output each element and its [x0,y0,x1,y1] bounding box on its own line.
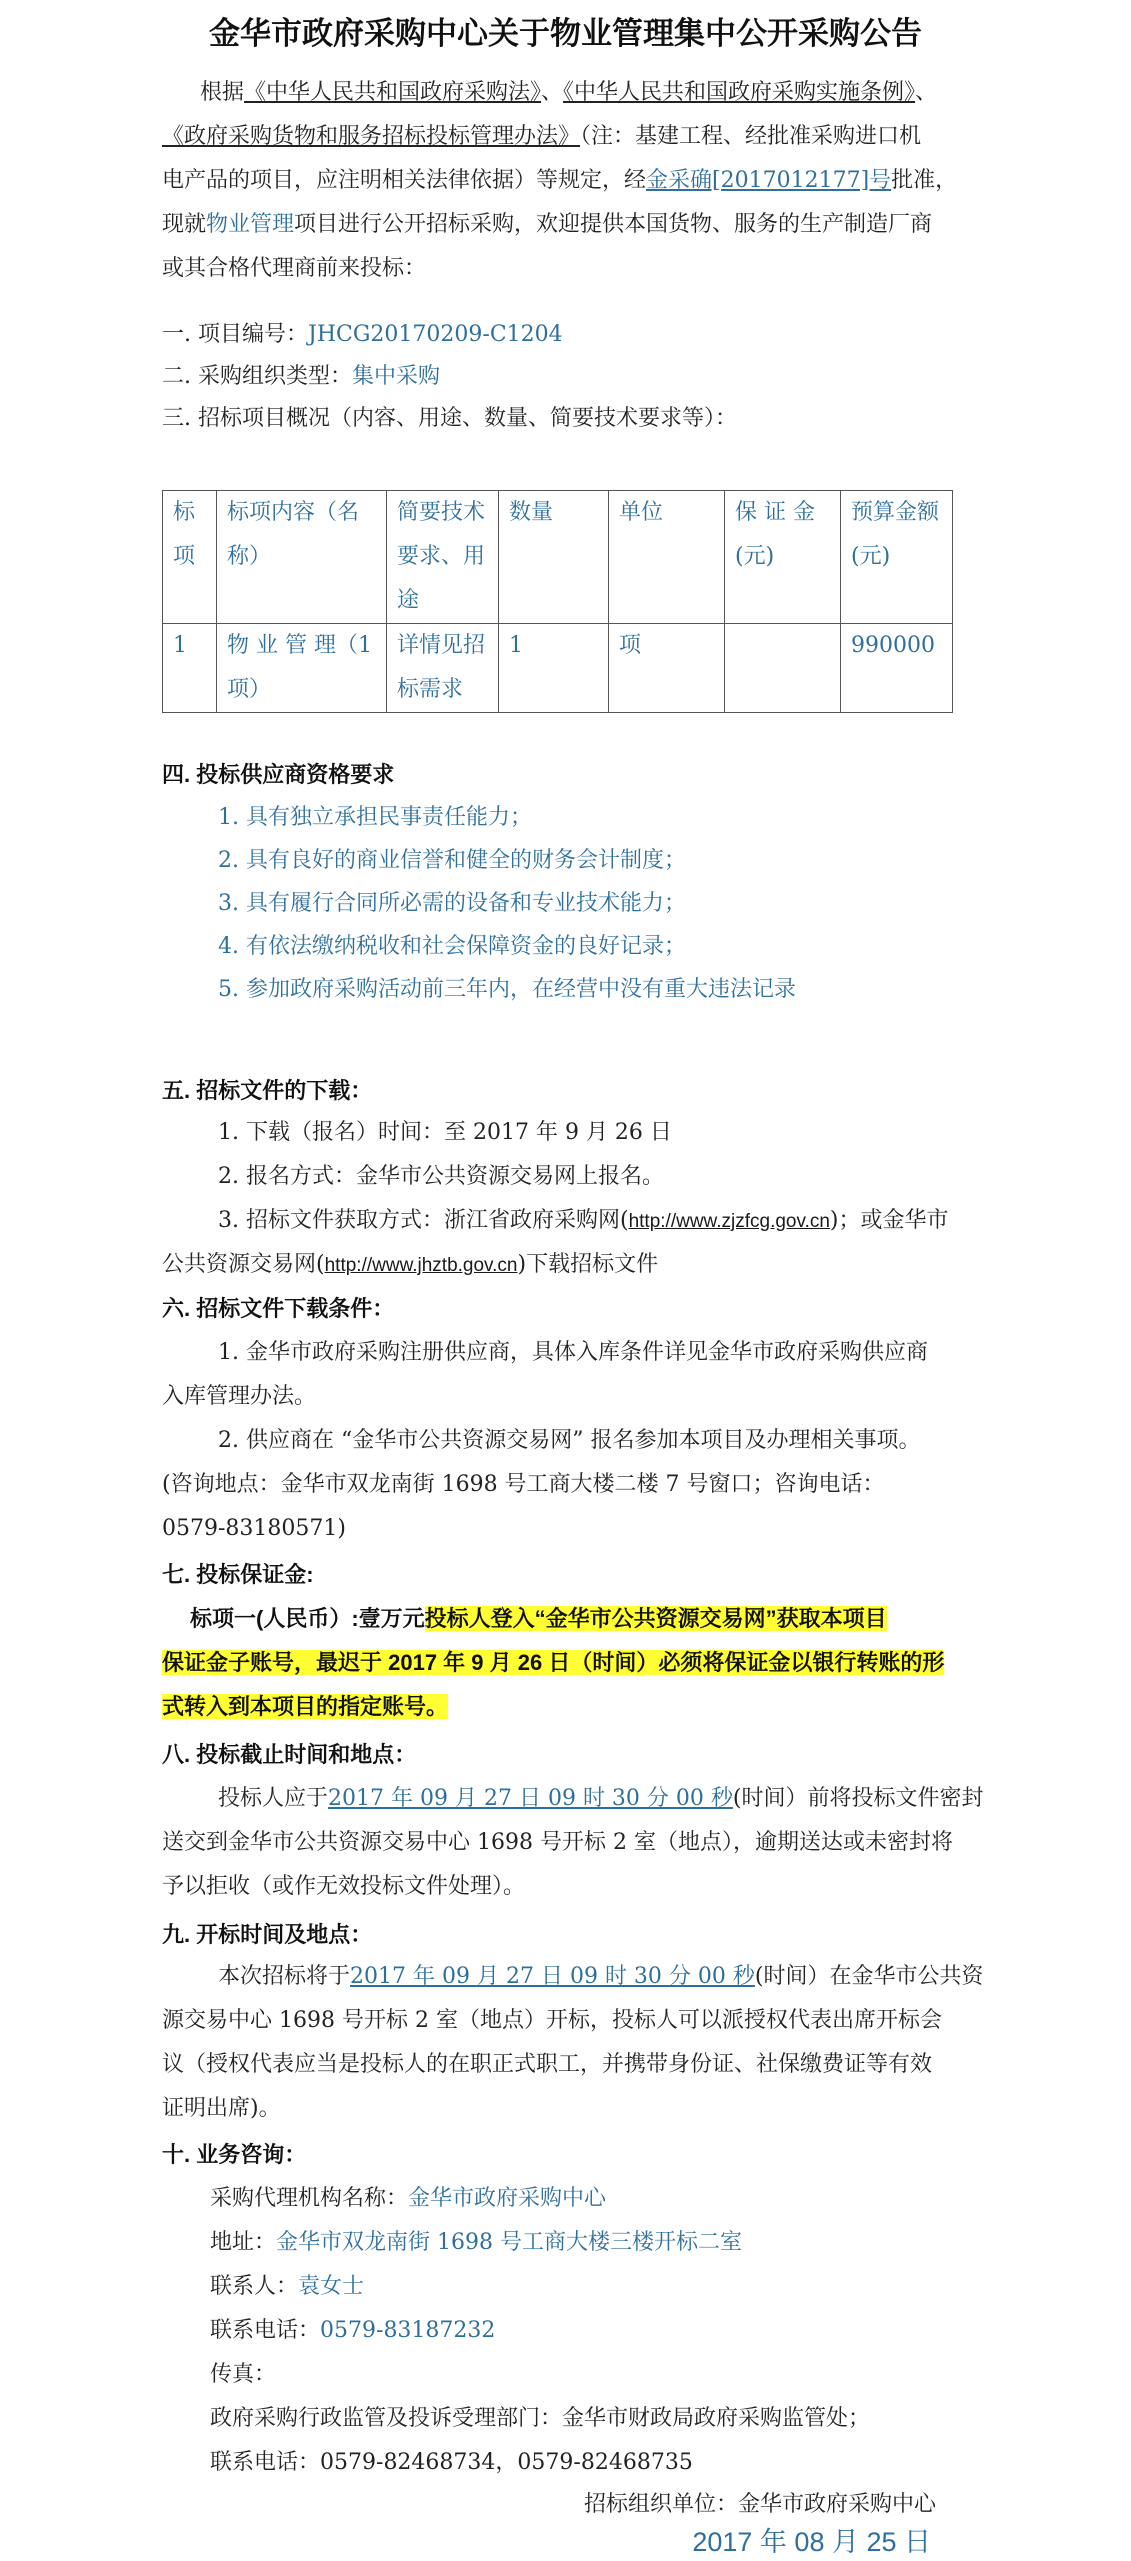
intro-line-4 [162,210,932,240]
signature-line [584,2490,936,2520]
intro-text: 电产品的项目，应注明相关法律依据）等规定，经 [162,168,647,193]
phone-line [210,2316,495,2346]
jhztb-link[interactable]: http://www.jhztb.gov.cn [324,1255,518,1276]
deadline-time: 2017 年 09 月 27 日 09 时 30 分 00 秒 [328,1786,733,1811]
section-7-label: 七. 投标保证金: [162,1562,314,1587]
deadline-line-3: 予以拒收（或作无效投标文件处理）。 [162,1874,526,1899]
section-6-label: 六. 招标文件下载条件： [162,1296,395,1321]
supervision-phone: 0579-82468734，0579-82468735 [320,2450,693,2475]
supervision-label: 政府采购行政监管及投诉受理部门： [210,2406,563,2431]
file-access-text: )；或金华市 [829,1208,949,1233]
deadline-line-2: 送交到金华市公共资源交易中心 1698 号开标 2 室（地点），逾期送达或未密封将 [162,1830,953,1855]
page-title: 金华市政府采购中心关于物业管理集中公开采购公告 [209,16,922,51]
intro-text: 根据 [200,80,245,105]
intro-line-1 [200,78,937,108]
table-cell: 990000 [841,624,953,713]
file-access-line-2 [162,1250,658,1281]
intro-text: 批准， [891,168,958,193]
contact-line [210,2272,364,2302]
deposit-line-2 [162,1648,944,1679]
qualification-item: 2. 具有良好的商业信誉和健全的财务会计制度； [218,848,686,873]
intro-text: 现就 [162,212,207,237]
signup-method: 2. 报名方式：金华市公共资源交易网上报名。 [218,1164,664,1189]
approval-number[interactable]: 金采确[2017012177]号 [646,168,892,193]
download-condition-line: (咨询地点：金华市双龙南街 1698 号工商大楼二楼 7 号窗口；咨询电话： [162,1472,885,1497]
download-condition-line: 2. 供应商在 “金华市公共资源交易网” 报名参加本项目及办理相关事项。 [218,1428,921,1453]
deposit-highlight: 投标人登入“金华市公共资源交易网”获取本项目 [424,1606,887,1631]
download-condition-line: 入库管理办法。 [162,1384,317,1409]
table-cell [725,624,841,713]
table-header-row [163,491,953,624]
table-cell: 项 [609,624,725,713]
items-table [162,490,953,713]
qualification-item: 4. 有依法缴纳税收和社会保障资金的良好记录； [218,934,686,959]
phone-label: 联系电话： [210,2318,321,2343]
fax-line: 传真： [210,2362,277,2387]
supervision-phone-label: 联系电话： [210,2450,321,2475]
table-header-cell: 简要技术 要求、用 途 [387,491,499,624]
table-header-cell: 单位 [609,491,725,624]
table-cell: 详情见招 标需求 [387,624,499,713]
deadline-line-1 [218,1784,984,1814]
deposit-line-3 [162,1692,448,1723]
procurement-type: 集中采购 [352,364,441,389]
project-number: JHCG20170209-C1204 [308,322,563,347]
address-label: 地址： [210,2230,277,2255]
qualification-item: 1. 具有独立承担民事责任能力； [218,805,532,830]
agency-line [210,2184,606,2214]
deposit-highlight: 式转入到本项目的指定账号。 [162,1694,449,1719]
table-row [163,624,953,713]
deposit-line-1 [190,1604,887,1635]
intro-line-5: 或其合格代理商前来投标： [162,256,427,281]
deposit-amount: 标项一(人民币）:壹万元 [190,1606,425,1631]
section-2 [162,362,440,392]
law-link-regulation[interactable]: 《中华人民共和国政府采购实施条例》 [563,80,916,105]
supervision-dept: 金华市财政局政府采购监管处； [562,2406,871,2431]
download-time: 1. 下载（报名）时间：至 2017 年 9 月 26 日 [218,1120,672,1145]
download-condition-line: 1. 金华市政府采购注册供应商，具体入库条件详见金华市政府采购供应商 [218,1340,928,1365]
table-header-cell: 数量 [499,491,609,624]
supervision-phone-line [210,2448,693,2478]
file-access-text: 3. 招标文件获取方式：浙江省政府采购网( [218,1208,629,1233]
intro-text: 项目进行公开招标采购，欢迎提供本国货物、服务的生产制造厂商 [294,212,933,237]
section-1 [162,320,563,350]
deadline-text: (时间）前将投标文件密封 [732,1786,984,1811]
opening-line-2: 源交易中心 1698 号开标 2 室（地点）开标，投标人可以派授权代表出席开标会 [162,2008,942,2033]
section-10-label: 十. 业务咨询： [162,2142,307,2167]
contact-person: 袁女士 [298,2274,365,2299]
consult-phone: 0579-83180571) [162,1516,346,1541]
table-header-cell: 保 证 金 (元) [725,491,841,624]
intro-line-3 [162,166,957,196]
table-header-cell: 预算金额 (元) [841,491,953,624]
opening-text: (时间）在金华市公共资 [754,1964,984,1989]
deposit-highlight: 保证金子账号，最迟于 2017 年 9 月 26 日（时间）必须将保证金以银行转账的形 [162,1650,945,1675]
law-link-procurement[interactable]: 《中华人民共和国政府采购法》 [244,80,542,105]
agency-label: 采购代理机构名称： [210,2186,409,2211]
section-5-label: 五. 招标文件的下载： [162,1078,373,1103]
file-access-line [218,1206,949,1237]
address-value: 金华市双龙南街 1698 号工商大楼三楼开标二室 [276,2230,742,2255]
deadline-text: 投标人应于 [218,1786,329,1811]
section-4-label: 四. 投标供应商资格要求 [162,762,395,787]
zjzfcg-link[interactable]: http://www.zjzfcg.gov.cn [628,1211,830,1232]
supervision-line [210,2404,870,2434]
opening-time: 2017 年 09 月 27 日 09 时 30 分 00 秒 [350,1964,755,1989]
qualification-item: 5. 参加政府采购活动前三年内，在经营中没有重大违法记录 [218,977,796,1002]
intro-text: 、 [541,80,564,105]
table-cell: 1 [163,624,217,713]
table-cell: 物 业 管 理（1 项） [217,624,387,713]
signature-date: 2017 年 08 月 25 日 [692,2527,931,2557]
signature-label: 招标组织单位： [584,2492,739,2517]
section-1-label: 一. 项目编号： [162,322,308,347]
opening-line-1 [218,1962,984,1992]
table-header-cell: 标 项 [163,491,217,624]
opening-text: 本次招标将于 [218,1964,351,1989]
intro-text: 、 [915,80,938,105]
section-9-label: 九. 开标时间及地点： [162,1922,373,1947]
agency-name: 金华市政府采购中心 [408,2186,607,2211]
opening-line-3: 议（授权代表应当是投标人的在职正式职工，并携带身份证、社保缴费证等有效 [162,2052,933,2077]
project-name: 物业管理 [206,212,295,237]
law-link-tender-measures[interactable]: 《政府采购货物和服务招标投标管理办法》 [162,124,581,149]
table-cell: 1 [499,624,609,713]
address-line [210,2228,742,2258]
intro-note: （注：基建工程、经批准采购进口机 [580,124,922,149]
section-2-label: 二. 采购组织类型： [162,364,352,389]
qualification-item: 3. 具有履行合同所必需的设备和专业技术能力； [218,891,686,916]
signature-org: 金华市政府采购中心 [738,2492,937,2517]
section-8-label: 八. 投标截止时间和地点： [162,1742,417,1767]
file-access-text: 公共资源交易网( [162,1252,325,1277]
file-access-text: )下载招标文件 [517,1252,659,1277]
contact-label: 联系人： [210,2274,299,2299]
opening-line-4: 证明出席)。 [162,2096,281,2121]
phone-value: 0579-83187232 [320,2318,496,2343]
section-3-label: 三. 招标项目概况（内容、用途、数量、简要技术要求等）： [162,406,737,431]
table-header-cell: 标项内容（名 称） [217,491,387,624]
intro-line-2 [162,122,921,152]
